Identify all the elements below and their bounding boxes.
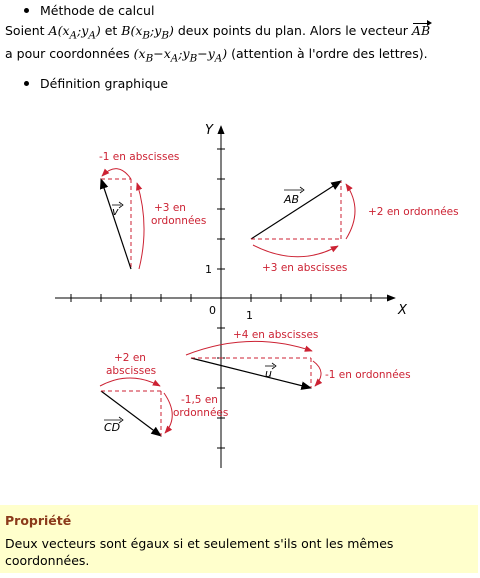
vector-v-dy-label-2: ordonnées xyxy=(151,215,207,227)
vector-cd-dy-arc xyxy=(164,393,172,433)
vector-v-dy-label-1: +3 en xyxy=(154,202,186,214)
vector-u-group xyxy=(186,329,411,388)
vector-cd-dy-label-2: ordonnées xyxy=(173,407,229,419)
vector-ab-dy-label: +2 en ordonnées xyxy=(368,206,459,218)
vector-cd-dx-arc xyxy=(100,378,160,386)
vector-v-dy-arc xyxy=(137,183,144,269)
x-axis-label: X xyxy=(398,303,407,318)
vector-u-label: u xyxy=(265,367,272,380)
vector-cd-dx-label-1: +2 en xyxy=(114,352,146,364)
vector-cd-label: CD xyxy=(104,421,121,434)
vector-v-arrow xyxy=(101,179,131,269)
property-title: Propriété xyxy=(5,513,72,528)
vector-ab-group xyxy=(251,181,459,274)
vector-u-dx-label: +4 en abscisses xyxy=(233,329,319,341)
x-unit-label: 1 xyxy=(246,309,253,322)
intro-paragraph: Soient $A(x_A;y_A)$ et $B(x_B;y_B)$ deux points du plan. Alors le vecteur AB a pour coordonnées $(x_B-x_A;y_B-y_A)$ (attention à l'ordre des lettres). xyxy=(5,23,431,64)
vector-cd-dy-label-1: -1,5 en xyxy=(181,394,218,406)
y-unit-label: 1 xyxy=(205,263,212,276)
vector-cd-dx-label-2: abscisses xyxy=(106,365,157,377)
vector-v-dx-arc xyxy=(102,169,131,179)
vector-ab-dy-arc xyxy=(346,184,355,239)
property-text: Deux vecteurs sont égaux si et seulement s'ils ont les mêmes coordonnées. xyxy=(5,536,394,568)
graphic-title: Définition graphique xyxy=(40,76,169,91)
origin-label: 0 xyxy=(209,304,216,317)
property-box xyxy=(0,505,478,573)
vector-u-dx-arc xyxy=(186,341,312,355)
vector-v-group xyxy=(99,151,206,269)
vector-ab-dx-label: +3 en abscisses xyxy=(262,262,348,274)
vector-ab-dx-arc xyxy=(253,245,338,257)
vector-v-label: v xyxy=(112,205,119,218)
vector-ab-notation: AB xyxy=(411,23,431,38)
vector-cd-group xyxy=(100,352,228,436)
vector-ab-label: AB xyxy=(284,193,300,206)
method-title: Méthode de calcul xyxy=(40,3,155,18)
y-axis-label: Y xyxy=(205,123,213,138)
vector-u-arrow xyxy=(191,358,311,388)
vector-u-dy-label: -1 en ordonnées xyxy=(325,369,411,381)
vector-v-dx-label: -1 en abscisses xyxy=(99,151,180,163)
vector-u-dy-arc xyxy=(313,361,321,386)
